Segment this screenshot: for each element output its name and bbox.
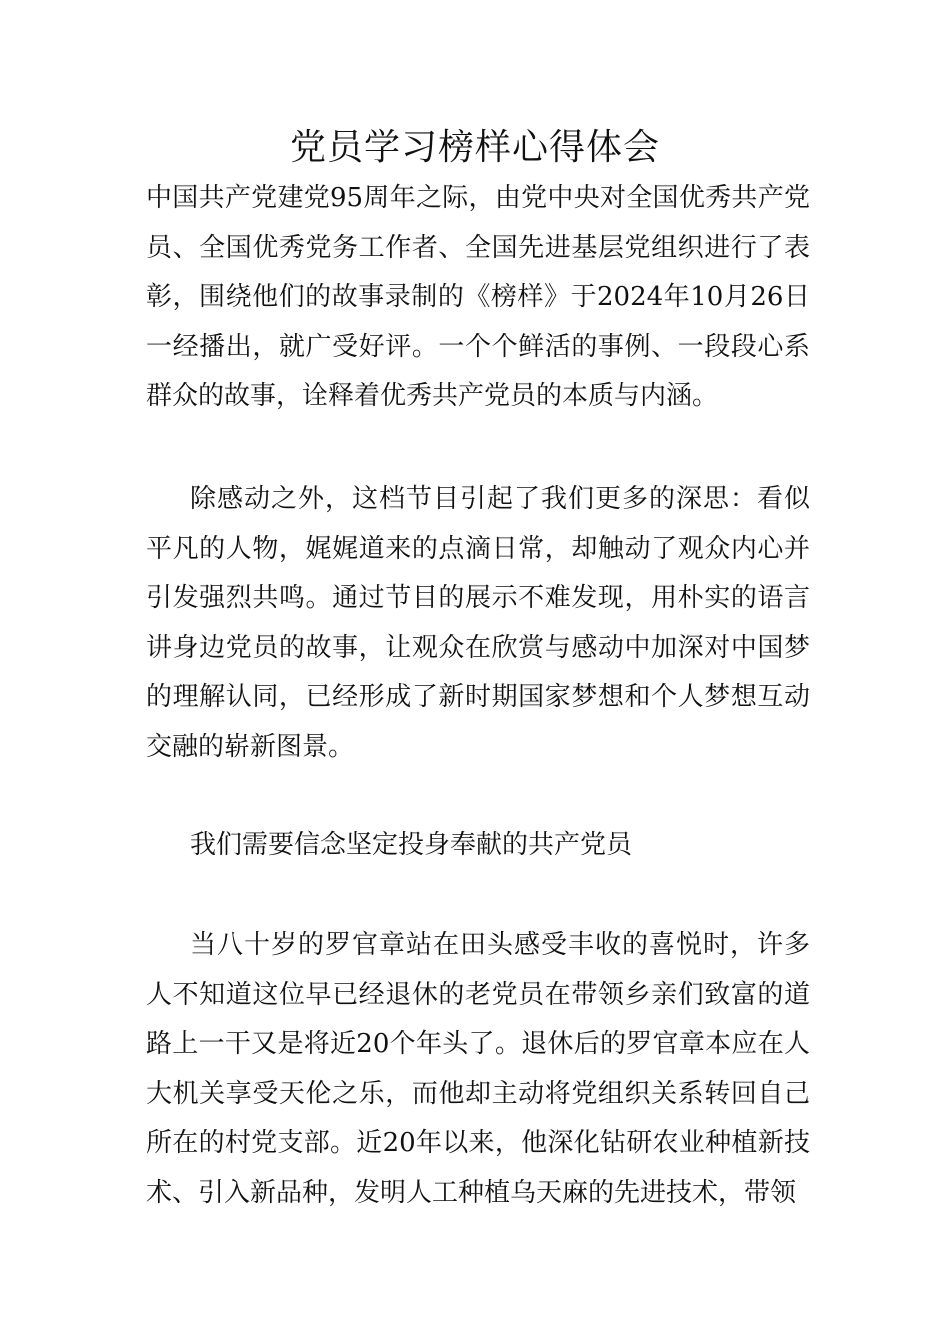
section-heading: 我们需要信念坚定投身奉献的共产党员 bbox=[190, 830, 633, 860]
paragraph-intro: 中国共产党建党95周年之际，由党中央对全国优秀共产党员、全国优秀党务工作者、全国先进基层党组织进行了表彰，围绕他们的故事录制的《榜样》于2024年10月26日一经播出，就广受好评。一个个鲜活的事例、一段段心系群众的故事，诠释着优秀共产党员的本质与内涵。 bbox=[146, 183, 810, 411]
document-title: 党员学习榜样心得体会 bbox=[289, 127, 660, 168]
paragraph-reflection: 除感动之外，这档节目引起了我们更多的深思：看似平凡的人物，娓娓道来的点滴日常，却触动了观众内心并引发强烈共鸣。通过节目的展示不难发现，用朴实的语言讲身边党员的故事，让观众在欣赏与感动中加深对中国梦的理解认同，已经形成了新时期国家梦想和个人梦想互动交融的崭新图景。 bbox=[146, 484, 810, 762]
paragraph-story: 当八十岁的罗官章站在田头感受丰收的喜悦时，许多人不知道这位早已经退休的老党员在带领乡亲们致富的道路上一干又是将近20个年头了。退休后的罗官章本应在人大机关享受天伦之乐，而他却主动将党组织关系转回自己所在的村党支部。近20年以来，他深化钻研农业种植新技术、引入新品种，发明人工种植乌天麻的先进技术，带领 bbox=[146, 930, 810, 1208]
